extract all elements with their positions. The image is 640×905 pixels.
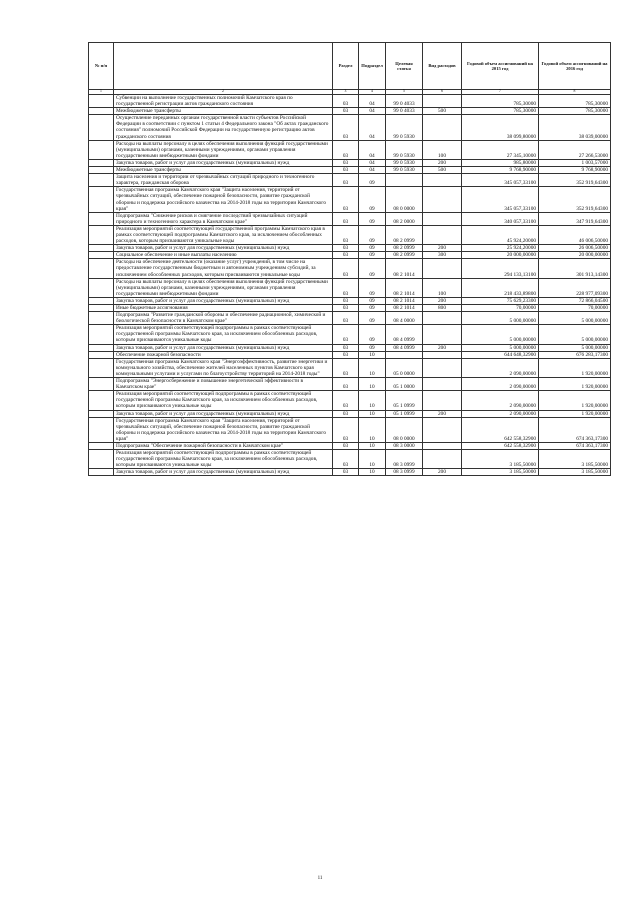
row-razdel: 03: [333, 378, 359, 391]
table-row: [89, 278, 611, 297]
row-podrazdel: 09: [359, 259, 386, 278]
row-volume-2016: 26 006,50000: [539, 245, 611, 252]
row-razdel: 03: [333, 115, 359, 140]
column-number: 6: [423, 90, 462, 95]
header-volume-2016: Годовой объем ассигнований на 2016 год: [539, 43, 611, 90]
row-razdel: 03: [333, 187, 359, 212]
row-volume-2016: 301 913,14300: [539, 259, 611, 278]
row-number: [89, 278, 114, 297]
table-body: [89, 95, 611, 476]
table-row: [89, 140, 611, 159]
row-podrazdel: 10: [359, 378, 386, 391]
row-target-article: [386, 351, 423, 358]
row-volume-2015: 5 000,00000: [462, 325, 539, 344]
row-volume-2015: 5 000,00000: [462, 344, 539, 351]
row-volume-2016: 5 000,00000: [539, 325, 611, 344]
table-row: [89, 344, 611, 351]
row-number: [89, 312, 114, 325]
table-row: [89, 417, 611, 442]
row-podrazdel: 10: [359, 469, 386, 476]
row-number: [89, 167, 114, 174]
row-name: Расходы на выплаты персоналу в целях обеспечения выполнения функций государственными (муниципальными) органами, казенными учреждениями, органами управления государственными внебюджетными фондами: [114, 278, 333, 297]
row-name: Подпрограмма "Снижение рисков и смягчение последствий чрезвычайных ситуаций природного и техногенного характера в Камчатском крае": [114, 212, 333, 225]
row-volume-2015: 3 185,50000: [462, 450, 539, 469]
row-podrazdel: 10: [359, 442, 386, 449]
row-podrazdel: 10: [359, 410, 386, 417]
row-target-article: 99 0 4033: [386, 108, 423, 115]
row-expense-type: [423, 378, 462, 391]
row-target-article: 08 2 0999: [386, 252, 423, 259]
row-razdel: 03: [333, 351, 359, 358]
row-name: Защита населения и территории от чрезвычайных ситуаций природного и техногенного характера, гражданская оборона: [114, 174, 333, 187]
row-volume-2016: 676 283,17300: [539, 351, 611, 358]
column-number: 5: [386, 90, 423, 95]
row-podrazdel: 10: [359, 351, 386, 358]
row-expense-type: 100: [423, 140, 462, 159]
row-volume-2016: 228 977,09300: [539, 278, 611, 297]
row-razdel: 03: [333, 442, 359, 449]
row-volume-2015: 2 090,00000: [462, 410, 539, 417]
row-expense-type: [423, 212, 462, 225]
row-volume-2015: 75 629,23300: [462, 297, 539, 304]
row-expense-type: [423, 351, 462, 358]
row-target-article: 08 0 0000: [386, 187, 423, 212]
row-podrazdel: 10: [359, 358, 386, 377]
row-volume-2015: 785,30000: [462, 95, 539, 108]
row-volume-2016: 785,30000: [539, 108, 611, 115]
table-row: [89, 167, 611, 174]
row-target-article: 08 3 0999: [386, 469, 423, 476]
row-target-article: 05 0 0000: [386, 358, 423, 377]
row-target-article: 08 4 0000: [386, 312, 423, 325]
row-razdel: 03: [333, 305, 359, 312]
row-name: Подпрограмма "Энергосбережение и повышение энергетической эффективности в Камчатском крае": [114, 378, 333, 391]
row-expense-type: 800: [423, 305, 462, 312]
row-name: Реализация мероприятий соответствующей государственной программы Камчатского края в рамках соответствующей подпрограммы Камчатского края, за исключением обособленных расходов, которым присваиваются уникальные коды: [114, 225, 333, 244]
table-row: [89, 108, 611, 115]
row-target-article: 08 2 0999: [386, 225, 423, 244]
row-volume-2015: 27 345,10000: [462, 140, 539, 159]
row-volume-2016: 72 866,04500: [539, 297, 611, 304]
row-razdel: 03: [333, 212, 359, 225]
row-razdel: 03: [333, 225, 359, 244]
row-target-article: 08 2 1014: [386, 278, 423, 297]
row-name: Государственная программа Камчатского края "Энергоэффективность, развитие энергетики и коммунального хозяйства, обеспечение жителей населенных пунктов Камчатского края коммунальными услугами и услугами по благоустройству территорий на 2014-2018 годы": [114, 358, 333, 377]
table-row: [89, 305, 611, 312]
row-name: Реализация мероприятий соответствующей подпрограммы в рамках соответствующей государственной программы Камчатского края, за исключением обособленных расходов, которым присваиваются уникальные коды: [114, 450, 333, 469]
row-podrazdel: 09: [359, 305, 386, 312]
table-row: [89, 358, 611, 377]
table-row: [89, 174, 611, 187]
row-number: [89, 417, 114, 442]
table-row: [89, 187, 611, 212]
row-expense-type: 200: [423, 245, 462, 252]
table-row: [89, 325, 611, 344]
row-number: [89, 225, 114, 244]
budget-table: [88, 42, 611, 476]
row-target-article: 99 0 4033: [386, 95, 423, 108]
row-volume-2016: 5 000,00000: [539, 312, 611, 325]
row-volume-2015: 9 768,90000: [462, 167, 539, 174]
header-volume-2015: Годовой объем ассигнований на 2015 год: [462, 43, 539, 90]
row-name: Подпрограмма "Обеспечение пожарной безопасности в Камчатском крае": [114, 442, 333, 449]
row-number: [89, 187, 114, 212]
row-number: [89, 252, 114, 259]
table-row: [89, 259, 611, 278]
row-razdel: 03: [333, 358, 359, 377]
table-row: [89, 391, 611, 410]
row-number: [89, 212, 114, 225]
row-volume-2015: 5 000,00000: [462, 312, 539, 325]
table-row: [89, 95, 611, 108]
row-volume-2015: 45 924,20000: [462, 225, 539, 244]
table-row: [89, 312, 611, 325]
row-volume-2016: 70,00000: [539, 305, 611, 312]
row-target-article: 05 1 0999: [386, 410, 423, 417]
row-number: [89, 245, 114, 252]
row-volume-2016: 1 920,00000: [539, 378, 611, 391]
row-razdel: 03: [333, 410, 359, 417]
row-volume-2015: 20 000,00000: [462, 252, 539, 259]
row-razdel: 03: [333, 95, 359, 108]
page-number: 11: [317, 876, 323, 881]
row-podrazdel: 09: [359, 325, 386, 344]
row-name: Закупка товаров, работ и услуг для государственных (муниципальных) нужд: [114, 159, 333, 166]
row-podrazdel: 09: [359, 278, 386, 297]
row-target-article: 08 2 0000: [386, 212, 423, 225]
row-volume-2016: 20 000,00000: [539, 252, 611, 259]
row-number: [89, 159, 114, 166]
row-volume-2016: 27 266,53000: [539, 140, 611, 159]
table-row: [89, 442, 611, 449]
row-name: Расходы на обеспечение деятельности (оказание услуг) учреждений, в том числе на предоставление государственным бюджетным и автономным учреждениям субсидий, за исключением обособленных расходов, которым присваиваются уникальные коды: [114, 259, 333, 278]
row-razdel: 03: [333, 417, 359, 442]
column-number: 1: [89, 90, 114, 95]
row-expense-type: [423, 450, 462, 469]
row-volume-2016: 46 006,50000: [539, 225, 611, 244]
row-volume-2015: 2 090,00000: [462, 378, 539, 391]
row-razdel: 03: [333, 278, 359, 297]
row-volume-2016: 5 000,00000: [539, 344, 611, 351]
row-number: [89, 442, 114, 449]
table-row: [89, 159, 611, 166]
column-number: 4: [359, 90, 386, 95]
row-volume-2015: 218 433,89800: [462, 278, 539, 297]
row-target-article: 99 0 5930: [386, 167, 423, 174]
row-volume-2016: 1 920,00000: [539, 410, 611, 417]
row-name: Реализация мероприятий соответствующей подпрограммы в рамках соответствующей государственной программы Камчатского края, за исключением обособленных расходов, которым присваиваются уникальные коды: [114, 325, 333, 344]
row-expense-type: [423, 417, 462, 442]
row-podrazdel: 09: [359, 225, 386, 244]
row-razdel: 03: [333, 259, 359, 278]
row-name: Подпрограмма "Развитие гражданской обороны и обеспечение радиационной, химической и биологической безопасности в Камчатском крае": [114, 312, 333, 325]
row-number: [89, 174, 114, 187]
row-volume-2016: 352 919,64300: [539, 174, 611, 187]
row-target-article: 08 3 0999: [386, 450, 423, 469]
row-expense-type: 500: [423, 108, 462, 115]
row-number: [89, 344, 114, 351]
row-number: [89, 469, 114, 476]
row-name: Закупка товаров, работ и услуг для государственных (муниципальных) нужд: [114, 410, 333, 417]
table-row: [89, 252, 611, 259]
row-expense-type: [423, 187, 462, 212]
row-target-article: 05 1 0999: [386, 391, 423, 410]
row-number: [89, 410, 114, 417]
header-target-article: Целевая статья: [386, 43, 423, 90]
row-razdel: 03: [333, 325, 359, 344]
row-name: Закупка товаров, работ и услуг для государственных (муниципальных) нужд: [114, 297, 333, 304]
table-row: [89, 297, 611, 304]
row-volume-2016: 3 185,50000: [539, 450, 611, 469]
row-razdel: 03: [333, 312, 359, 325]
header-podrazdel: Подраздел: [359, 43, 386, 90]
row-volume-2015: 38 099,80000: [462, 115, 539, 140]
row-volume-2016: 1 920,00000: [539, 391, 611, 410]
row-expense-type: [423, 95, 462, 108]
row-podrazdel: 09: [359, 252, 386, 259]
row-volume-2016: 1 920,00000: [539, 358, 611, 377]
column-number: 2: [114, 90, 333, 95]
row-number: [89, 297, 114, 304]
row-volume-2015: 2 090,00000: [462, 358, 539, 377]
row-volume-2015: 644 648,32900: [462, 351, 539, 358]
row-volume-2015: 25 924,20000: [462, 245, 539, 252]
row-expense-type: 200: [423, 469, 462, 476]
row-volume-2015: 642 558,32900: [462, 442, 539, 449]
row-name: Обеспечение пожарной безопасности: [114, 351, 333, 358]
row-name: Иные бюджетные ассигнования: [114, 305, 333, 312]
row-number: [89, 108, 114, 115]
row-razdel: 03: [333, 167, 359, 174]
row-target-article: 08 2 0999: [386, 245, 423, 252]
row-number: [89, 95, 114, 108]
row-expense-type: [423, 391, 462, 410]
row-target-article: 05 1 0000: [386, 378, 423, 391]
row-number: [89, 351, 114, 358]
row-expense-type: [423, 312, 462, 325]
header-expense-type: Вид расходов: [423, 43, 462, 90]
row-target-article: 99 0 5930: [386, 115, 423, 140]
row-razdel: 03: [333, 391, 359, 410]
row-volume-2016: 674 363,17300: [539, 417, 611, 442]
table-row: [89, 410, 611, 417]
row-target-article: 08 3 0000: [386, 442, 423, 449]
row-podrazdel: 04: [359, 108, 386, 115]
header-razdel: Раздел: [333, 43, 359, 90]
column-number: 3: [333, 90, 359, 95]
row-name: Осуществление переданных органам государственной власти субъектов Российской Федерации в соответствии с пунктом 1 статьи 4 Федерального закона "Об актах гражданского состояния" полномочий Российской Федерации на государственную регистрацию актов гражданского состояния: [114, 115, 333, 140]
row-podrazdel: 04: [359, 115, 386, 140]
row-volume-2016: 9 768,90000: [539, 167, 611, 174]
row-volume-2015: 3 185,50000: [462, 469, 539, 476]
row-podrazdel: 09: [359, 245, 386, 252]
row-target-article: 08 2 1014: [386, 297, 423, 304]
document-page: [88, 42, 610, 476]
row-target-article: 99 0 5930: [386, 140, 423, 159]
row-name: Расходы на выплаты персоналу в целях обеспечения выполнения функций государственными (муниципальными) органами, казенными учреждениями, органами управления государственными внебюджетными фондами: [114, 140, 333, 159]
row-podrazdel: 09: [359, 312, 386, 325]
row-expense-type: [423, 225, 462, 244]
table-row: [89, 212, 611, 225]
row-number: [89, 140, 114, 159]
row-podrazdel: 04: [359, 95, 386, 108]
row-volume-2015: 294 133,13100: [462, 259, 539, 278]
row-expense-type: [423, 358, 462, 377]
row-expense-type: [423, 115, 462, 140]
row-expense-type: 200: [423, 344, 462, 351]
table-row: [89, 245, 611, 252]
row-razdel: 03: [333, 245, 359, 252]
row-expense-type: 200: [423, 297, 462, 304]
table-row: [89, 351, 611, 358]
table-row: [89, 450, 611, 469]
row-name: Субвенции на выполнение государственных полномочий Камчатского края по государственной регистрации актов гражданского состояния: [114, 95, 333, 108]
header-number: № п/п: [89, 43, 114, 90]
row-razdel: 03: [333, 344, 359, 351]
row-volume-2016: 674 363,17300: [539, 442, 611, 449]
row-podrazdel: 09: [359, 344, 386, 351]
row-name: Межбюджетные трансферты: [114, 108, 333, 115]
row-target-article: 99 0 5930: [386, 159, 423, 166]
row-podrazdel: 04: [359, 167, 386, 174]
row-podrazdel: 09: [359, 297, 386, 304]
row-number: [89, 259, 114, 278]
row-name: Государственная программа Камчатского края "Защита населения, территорий от чрезвычайных ситуаций, обеспечение пожарной безопасности, развитие гражданской обороны и поддержка российского казачества на 2014-2018 годы на территории Камчатского края": [114, 417, 333, 442]
table-row: [89, 378, 611, 391]
row-podrazdel: 04: [359, 140, 386, 159]
row-razdel: 03: [333, 469, 359, 476]
table-row: [89, 469, 611, 476]
row-razdel: 03: [333, 297, 359, 304]
row-volume-2015: 985,80000: [462, 159, 539, 166]
row-expense-type: 100: [423, 278, 462, 297]
row-number: [89, 115, 114, 140]
row-expense-type: 200: [423, 159, 462, 166]
row-name: Закупка товаров, работ и услуг для государственных (муниципальных) нужд: [114, 469, 333, 476]
row-volume-2016: 352 919,64300: [539, 187, 611, 212]
row-expense-type: [423, 442, 462, 449]
row-razdel: 03: [333, 159, 359, 166]
row-volume-2015: 345 057,33100: [462, 174, 539, 187]
row-razdel: 03: [333, 252, 359, 259]
row-name: Реализация мероприятий соответствующей подпрограммы в рамках соответствующей государственной программы Камчатского края, за исключением обособленных расходов, которым присваиваются уникальные коды: [114, 391, 333, 410]
row-volume-2015: 340 057,33100: [462, 212, 539, 225]
row-target-article: 08 2 1014: [386, 259, 423, 278]
row-expense-type: [423, 325, 462, 344]
column-number: 8: [539, 90, 611, 95]
row-number: [89, 358, 114, 377]
table-row: [89, 115, 611, 140]
row-number: [89, 391, 114, 410]
row-razdel: 03: [333, 140, 359, 159]
row-expense-type: [423, 174, 462, 187]
column-number: 7: [462, 90, 539, 95]
table-row: [89, 225, 611, 244]
row-razdel: 03: [333, 108, 359, 115]
row-podrazdel: 09: [359, 212, 386, 225]
row-expense-type: [423, 259, 462, 278]
row-podrazdel: 10: [359, 417, 386, 442]
row-target-article: 08 4 0999: [386, 325, 423, 344]
row-name: Закупка товаров, работ и услуг для государственных (муниципальных) нужд: [114, 245, 333, 252]
header-name: [114, 43, 333, 90]
row-volume-2016: 785,30000: [539, 95, 611, 108]
row-volume-2015: 785,30000: [462, 108, 539, 115]
row-volume-2016: 1 003,57000: [539, 159, 611, 166]
row-volume-2015: 642 558,32900: [462, 417, 539, 442]
row-podrazdel: 09: [359, 187, 386, 212]
row-podrazdel: 09: [359, 174, 386, 187]
row-number: [89, 325, 114, 344]
row-name: Социальное обеспечение и иные выплаты населению: [114, 252, 333, 259]
row-razdel: 03: [333, 450, 359, 469]
row-podrazdel: 10: [359, 391, 386, 410]
row-volume-2015: 2 090,00000: [462, 391, 539, 410]
row-number: [89, 305, 114, 312]
row-target-article: 08 0 0000: [386, 417, 423, 442]
row-name: Межбюджетные трансферты: [114, 167, 333, 174]
row-volume-2016: 38 039,00000: [539, 115, 611, 140]
row-podrazdel: 10: [359, 450, 386, 469]
row-number: [89, 450, 114, 469]
row-target-article: 08 4 0999: [386, 344, 423, 351]
row-number: [89, 378, 114, 391]
row-name: Государственная программа Камчатского края "Защита населения, территорий от чрезвычайных ситуаций, обеспечение пожарной безопасности, развитие гражданской обороны и поддержка российского казачества на 2014-2018 годы на территории Камчатского края": [114, 187, 333, 212]
row-volume-2015: 345 057,33100: [462, 187, 539, 212]
row-volume-2015: 70,00000: [462, 305, 539, 312]
row-volume-2016: 3 185,50000: [539, 469, 611, 476]
row-podrazdel: 04: [359, 159, 386, 166]
row-volume-2016: 347 919,64300: [539, 212, 611, 225]
header-row: [89, 43, 611, 90]
row-razdel: 03: [333, 174, 359, 187]
row-expense-type: 300: [423, 252, 462, 259]
row-expense-type: 200: [423, 410, 462, 417]
row-expense-type: 500: [423, 167, 462, 174]
row-target-article: [386, 174, 423, 187]
row-target-article: 08 2 1014: [386, 305, 423, 312]
row-name: Закупка товаров, работ и услуг для государственных (муниципальных) нужд: [114, 344, 333, 351]
